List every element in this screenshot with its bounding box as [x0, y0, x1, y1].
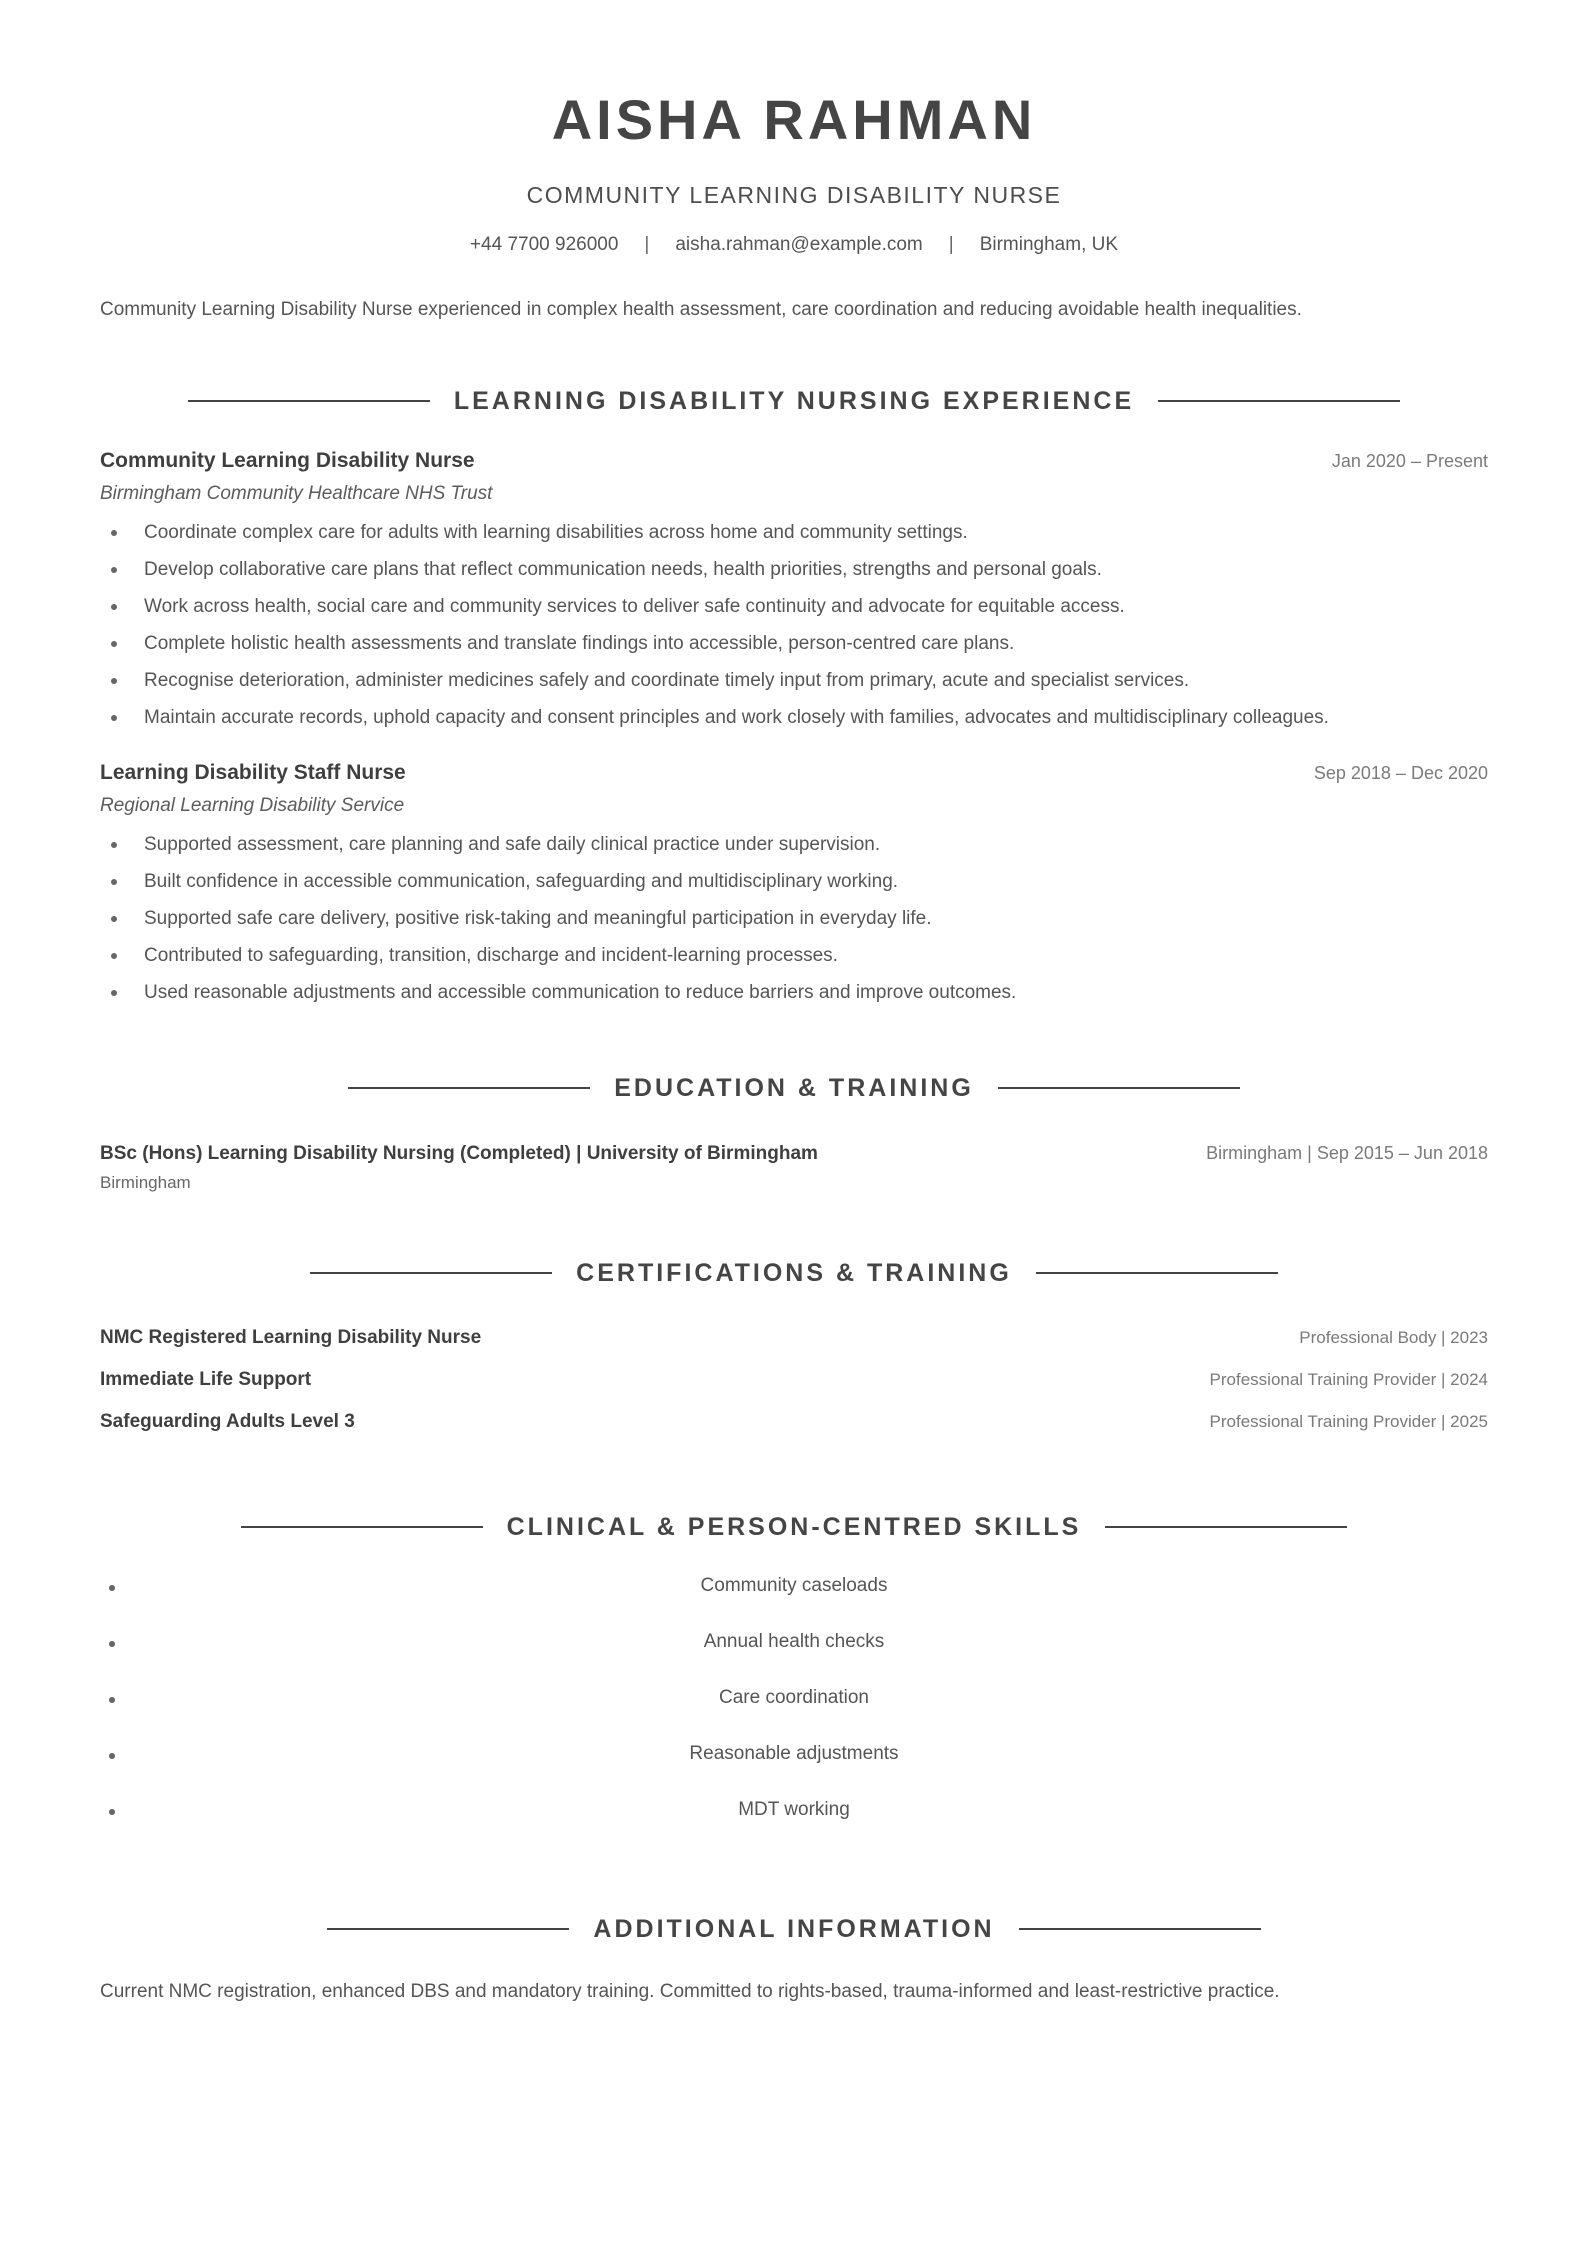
contact-separator: |	[948, 234, 954, 255]
heading-rule-right	[998, 1087, 1240, 1089]
heading-rule-left	[241, 1526, 483, 1528]
job-bullet: Contributed to safeguarding, transition, discharge and incident-learning processes.	[100, 937, 1488, 974]
resume-header	[100, 0, 1488, 258]
job-bullet: Supported safe care delivery, positive risk-taking and meaningful participation in everyday life.	[100, 900, 1488, 937]
education-title: BSc (Hons) Learning Disability Nursing (Completed) | University of Birmingham	[100, 1143, 818, 1164]
section-label: CERTIFICATIONS & TRAINING	[576, 1258, 1012, 1287]
skill-item: Annual health checks	[100, 1628, 1488, 1684]
education-meta: Birmingham | Sep 2015 – Jun 2018	[1206, 1143, 1488, 1163]
certification-meta: Professional Training Provider | 2024	[1209, 1370, 1488, 1389]
skill-item: Reasonable adjustments	[100, 1740, 1488, 1796]
contact-line	[100, 232, 1488, 258]
certification-item	[100, 1408, 1488, 1450]
certification-item	[100, 1324, 1488, 1366]
contact-email[interactable]: aisha.rahman@example.com	[675, 234, 923, 255]
job-entry	[100, 446, 1488, 736]
additional-information: Current NMC registration, enhanced DBS and mandatory training. Committed to rights-based, trauma-informed and least-restrictive practice.	[100, 1981, 1280, 2002]
section-additional-heading	[100, 1912, 1488, 1946]
heading-rule-right	[1019, 1928, 1261, 1930]
contact-phone: +44 7700 926000	[469, 234, 619, 255]
education-location: Birmingham	[100, 1173, 191, 1192]
job-bullet: Built confidence in accessible communication, safeguarding and multidisciplinary working.	[100, 863, 1488, 900]
certification-name: Safeguarding Adults Level 3	[100, 1411, 355, 1432]
section-label: EDUCATION & TRAINING	[614, 1073, 974, 1102]
contact-location: Birmingham, UK	[979, 234, 1119, 255]
section-skills-heading	[100, 1510, 1488, 1544]
job-bullet: Complete holistic health assessments and translate findings into accessible, person-centred care plans.	[100, 625, 1488, 662]
job-bullet: Develop collaborative care plans that reflect communication needs, health priorities, strengths and personal goals.	[100, 551, 1488, 588]
contact-separator: |	[644, 234, 650, 255]
job-bullet: Work across health, social care and community services to deliver safe continuity and advocate for equitable access.	[100, 588, 1488, 625]
education-entry	[100, 1139, 1488, 1196]
job-entry	[100, 758, 1488, 1011]
heading-rule-right	[1158, 400, 1400, 402]
job-bullets	[100, 514, 1488, 736]
heading-rule-left	[310, 1272, 552, 1274]
certification-item	[100, 1366, 1488, 1408]
section-label: LEARNING DISABILITY NURSING EXPERIENCE	[453, 386, 1135, 415]
job-organisation: Regional Learning Disability Service	[100, 795, 405, 816]
certifications-list	[100, 1324, 1488, 1450]
skill-item: Care coordination	[100, 1684, 1488, 1740]
heading-rule-left	[348, 1087, 590, 1089]
section-experience-heading	[100, 384, 1488, 418]
heading-rule-left	[327, 1928, 569, 1930]
skill-item: MDT working	[100, 1796, 1488, 1852]
skill-item: Community caseloads	[100, 1572, 1488, 1628]
job-title: Learning Disability Staff Nurse	[100, 761, 406, 784]
job-bullet: Supported assessment, care planning and safe daily clinical practice under supervision.	[100, 826, 1488, 863]
heading-rule-right	[1105, 1526, 1347, 1528]
job-bullet: Used reasonable adjustments and accessible communication to reduce barriers and improve outcomes.	[100, 974, 1488, 1011]
job-bullet: Recognise deterioration, administer medicines safely and coordinate timely input from primary, acute and specialist services.	[100, 662, 1488, 699]
professional-summary: Community Learning Disability Nurse experienced in complex health assessment, care coordination and reducing avoidable health inequalities.	[100, 299, 1302, 320]
certification-name: NMC Registered Learning Disability Nurse	[100, 1327, 482, 1348]
job-organisation: Birmingham Community Healthcare NHS Trust	[100, 483, 493, 504]
job-dates: Jan 2020 – Present	[1331, 451, 1488, 471]
section-education-heading	[100, 1071, 1488, 1105]
candidate-name: AISHA RAHMAN	[551, 88, 1037, 151]
certification-meta: Professional Training Provider | 2025	[1209, 1412, 1488, 1431]
skills-list	[100, 1572, 1488, 1852]
job-bullet: Coordinate complex care for adults with learning disabilities across home and community settings.	[100, 514, 1488, 551]
candidate-headline: COMMUNITY LEARNING DISABILITY NURSE	[526, 182, 1062, 208]
certification-meta: Professional Body | 2023	[1299, 1328, 1488, 1347]
job-title: Community Learning Disability Nurse	[100, 449, 475, 472]
section-certifications-heading	[100, 1256, 1488, 1290]
section-label: ADDITIONAL INFORMATION	[593, 1914, 995, 1943]
job-bullets	[100, 826, 1488, 1011]
section-label: CLINICAL & PERSON-CENTRED SKILLS	[506, 1512, 1082, 1541]
job-dates: Sep 2018 – Dec 2020	[1313, 763, 1488, 783]
job-bullet: Maintain accurate records, uphold capacity and consent principles and work closely with families, advocates and multidisciplinary colleagues.	[100, 699, 1488, 736]
heading-rule-right	[1036, 1272, 1278, 1274]
heading-rule-left	[188, 400, 430, 402]
certification-name: Immediate Life Support	[100, 1369, 312, 1390]
